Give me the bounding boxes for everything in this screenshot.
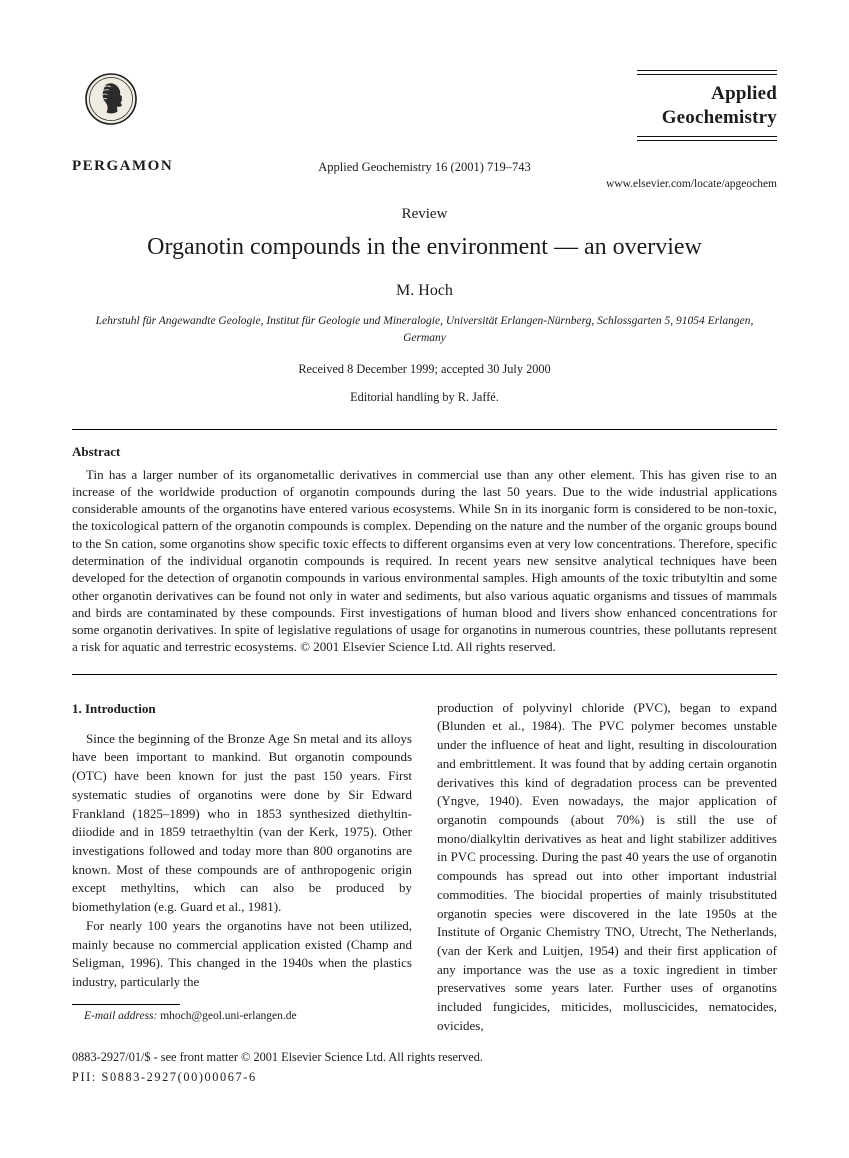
author-affiliation: Lehrstuhl für Angewandte Geologie, Institut für Geologie und Mineralogie, Universität Erlangen-Nürnberg, Schlossgarten 5, 91054 Erlangen, Germany [95, 315, 754, 344]
intro-paragraph-2: For nearly 100 years the organotins have not been utilized, mainly because no commercial application existed (Champ and Seligman, 1996). This changed in the 1940s when the plastics industry, particularly the [72, 917, 412, 989]
footnote-rule [72, 1004, 180, 1005]
received-dates: Received 8 December 1999; accepted 30 July 2000 [298, 361, 551, 376]
body-columns [72, 699, 777, 1036]
masthead-rule-bottom [637, 136, 777, 141]
abstract-heading: Abstract [72, 443, 121, 459]
left-column [72, 699, 412, 1036]
journal-name-line1: Applied [711, 83, 777, 104]
journal-citation: Applied Geochemistry 16 (2001) 719–743 [318, 160, 531, 174]
article-title: Organotin compounds in the environment — an overview [147, 234, 702, 260]
email-label: E-mail address: [84, 1009, 158, 1022]
section-heading-introduction: 1. Introduction [72, 700, 156, 716]
abstract-top-rule [72, 429, 777, 430]
right-column [437, 699, 777, 1036]
journal-name [627, 82, 777, 130]
right-column-paragraph: production of polyvinyl chloride (PVC), began to expand (Blunden et al., 1984). The PVC polymer becomes unstable under the influence of heat and light, resulting in discolouration and embrittlement. It was found that by adding certain organotin derivatives this kind of degradation process can be prevented (Yngve, 1940). Even nowadays, the major application of organotin compounds (about 70%) is still the use of mono/dialkyltin derivatives as heat and light stabilizer additives in PVC processing. During the past 40 years the use of organotin compounds has spread out into other important industrial commodities. The biocidal properties of mainly trisubstituted organotin species were discovered in the late 1950s at the Institute of Organic Chemistry TNO, Utrecht, The Netherlands, (van der Kerk and Luitjen, 1954) and their first application of any importance was the use as a toxic ingredient in timber preservatives some years later. Further uses of organotins included fungicides, miticides, molluscicides, nematocides, ovicides, [437, 699, 777, 1033]
footnote [72, 1004, 412, 1022]
abstract-bottom-rule [72, 674, 777, 675]
intro-paragraph-1: Since the beginning of the Bronze Age Sn metal and its alloys have been important to mankind. But organotin compounds (OTC) have been known for just the past 150 years. First systematic studies of organotins were done by Sir Edward Frankland (1825–1899) who in 1853 synthesized diethyltin-diiodide and in 1859 tetraethyltin (van der Kerk, 1975). Other investigations followed and today more than 800 organotins are known. Most of these compounds are of anthropogenic origin except methyltins, which can also be produced by biomethylation (e.g. Guard et al., 1981). [72, 730, 412, 915]
email-link[interactable]: mhoch@geol.uni-erlangen.de [160, 1009, 297, 1022]
abstract-text: Tin has a larger number of its organometallic derivatives in commercial use than any other element. This has given rise to an increase of the worldwide production of organotin compounds during the last 50 years. Due to the wide industrial applications considerable amounts of the organotins have entered various ecosystems. While Sn in its inorganic form is considered to be non-toxic, the toxicological pattern of the organotin compounds is complex. Depending on the nature and the number of the organic groups bound to the Sn cation, some organotins show specific toxic effects to different organsims even at very low concentrations. Therefore, specific determination of the individual organotin compounds is required. In recent years new sensitve analytical techniques have been developed for the detection of organotin compounds in various environmental samples. High amounts of the toxic tributyltin and some other organotin derivatives can be found not only in water and sediments, but also various aquatic organisms and tissues of mammals and birds are contaminated by these compounds. First investigations of human blood and livers show enhanced concentrations for some organotin derivatives. In spite of legislative regulations of usage for organotins in numerous countries, these pollutants represent a risk for aquatic and terrestric ecosystems. © 2001 Elsevier Science Ltd. All rights reserved. [72, 466, 777, 655]
journal-name-line2: Geochemistry [661, 106, 777, 128]
copyright-line: 0883-2927/01/$ - see front matter © 2001 Elsevier Science Ltd. All rights reserved. [72, 1049, 483, 1064]
author-name: M. Hoch [396, 282, 453, 300]
page-footer [72, 1050, 777, 1085]
editorial-handling: Editorial handling by R. Jaffé. [350, 389, 499, 404]
article-type-label: Review [401, 206, 448, 222]
footnote-text [72, 1010, 412, 1022]
masthead-rule-top [637, 70, 777, 75]
pergamon-logo-icon [84, 72, 138, 126]
pii-line: PII: S0883-2927(00)00067-6 [72, 1069, 257, 1084]
page-header [72, 70, 777, 200]
journal-website-link[interactable]: www.elsevier.com/locate/apgeochem [605, 178, 777, 190]
journal-masthead [627, 70, 777, 141]
publisher-name: PERGAMON [72, 158, 174, 174]
